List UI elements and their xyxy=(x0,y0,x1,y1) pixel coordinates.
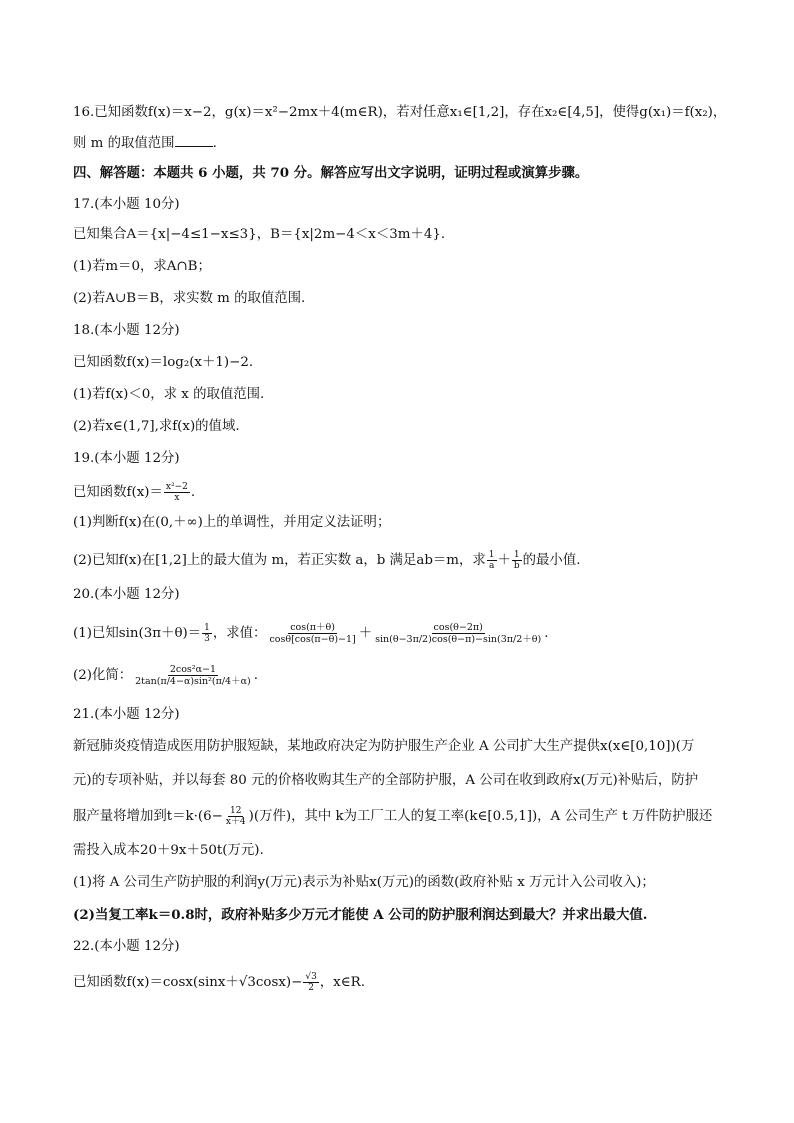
q21-line3: 服产量将增加到t＝k·(6− $\frac{12}{x+4}$ )(万件)，其中 k为工厂工人的复工率(k∈[0.5,1])，A 公司生产 t 万件防护服还 xyxy=(73,806,713,827)
q21-line1: 新冠肺炎疫情造成医用防护服短缺，某地政府决定为防护服生产企业 A 公司扩大生产提供x(x∈[0,10])(万 xyxy=(73,739,695,754)
q19-stem: 已知函数f(x)＝ $\frac{\text{x²−2}}{x}$ . xyxy=(73,482,196,503)
q20-title: 20.(本小题 12分) xyxy=(73,587,180,602)
section-heading: 四、解答题：本题共 6 小题，共 70 分。解答应写出文字说明，证明过程或演算步骤。 xyxy=(73,165,589,181)
q21-line4: 需投入成本20＋9x＋50t(万元). xyxy=(73,843,264,858)
q19-part1: (1)判断f(x)在(0,＋∞)上的单调性，并用定义法证明； xyxy=(73,515,391,530)
q22-title: 22.(本小题 12分) xyxy=(73,939,180,954)
q18-stem: 已知函数f(x)＝log₂(x＋1)−2. xyxy=(73,355,254,370)
q16-line2: 则 m 的取值范围 . xyxy=(73,136,217,151)
q16-line1: 16.已知函数f(x)＝x−2，g(x)＝x²−2mx＋4(m∈R)，若对任意x₁∈[1,2]，存在x₂∈[4,5]，使得g(x₁)＝f(x₂)， xyxy=(73,105,727,120)
q17-stem: 已知集合A＝{x|−4≤1−x≤3}，B＝{x|2m−4＜x＜3m＋4}. xyxy=(73,227,446,242)
q21-part2: (2)当复工率k＝0.8时，政府补贴多少万元才能使 A 公司的防护服利润达到最大？并求出最大值. xyxy=(73,907,648,923)
q21-part1: (1)将 A 公司生产防护服的利润y(万元)表示为补贴x(万元)的函数(政府补贴 x 万元计入公司收入)； xyxy=(73,875,655,890)
q21-line2: 元)的专项补贴，并以每套 80 元的价格收购其生产的全部防护服，A 公司在收到政府x(万元)补贴后，防护 xyxy=(73,773,699,788)
q21-title: 21.(本小题 12分) xyxy=(73,707,180,722)
q17-title: 17.(本小题 10分) xyxy=(73,197,180,212)
q18-part2: (2)若x∈(1,7],求f(x)的值域. xyxy=(73,419,240,434)
answer-blank xyxy=(175,134,213,147)
q18-part1: (1)若f(x)＜0，求 x 的取值范围. xyxy=(73,387,265,402)
q17-part2: (2)若A∪B＝B，求实数 m 的取值范围. xyxy=(73,291,306,306)
q18-title: 18.(本小题 12分) xyxy=(73,323,180,338)
q20-part1: (1)已知sin(3π＋θ)＝ $\frac{1}{3}$ ，求值： $\frac{\cos(\pi+\theta)}{\cos\theta[\cos(\pi-\theta)-1]}$ ＋ $\frac{\cos(\theta-2\pi)}{\sin(\theta-3\pi/2)\cos(\theta-\pi)-\sin(3\pi/2+\theta)}$ . xyxy=(73,622,549,645)
q19-part2: (2)已知f(x)在[1,2]上的最大值为 m，若正实数 a，b 满足ab＝m，求 $\frac{1}{a}$ ＋ $\frac{1}{b}$ 的最小值. xyxy=(73,550,581,571)
q20-part2: (2)化简： $\frac{\text{2cos²α−1}}{\text{2tan(π/4−α)sin²(π/4＋α)}}$ . xyxy=(73,664,258,687)
q22-stem: 已知函数f(x)＝cosx(sinx＋√3cosx)− $\frac{√3}{2}$ ，x∈R. xyxy=(73,972,365,993)
q19-title: 19.(本小题 12分) xyxy=(73,451,180,466)
q17-part1: (1)若m＝0，求A∩B； xyxy=(73,259,211,274)
